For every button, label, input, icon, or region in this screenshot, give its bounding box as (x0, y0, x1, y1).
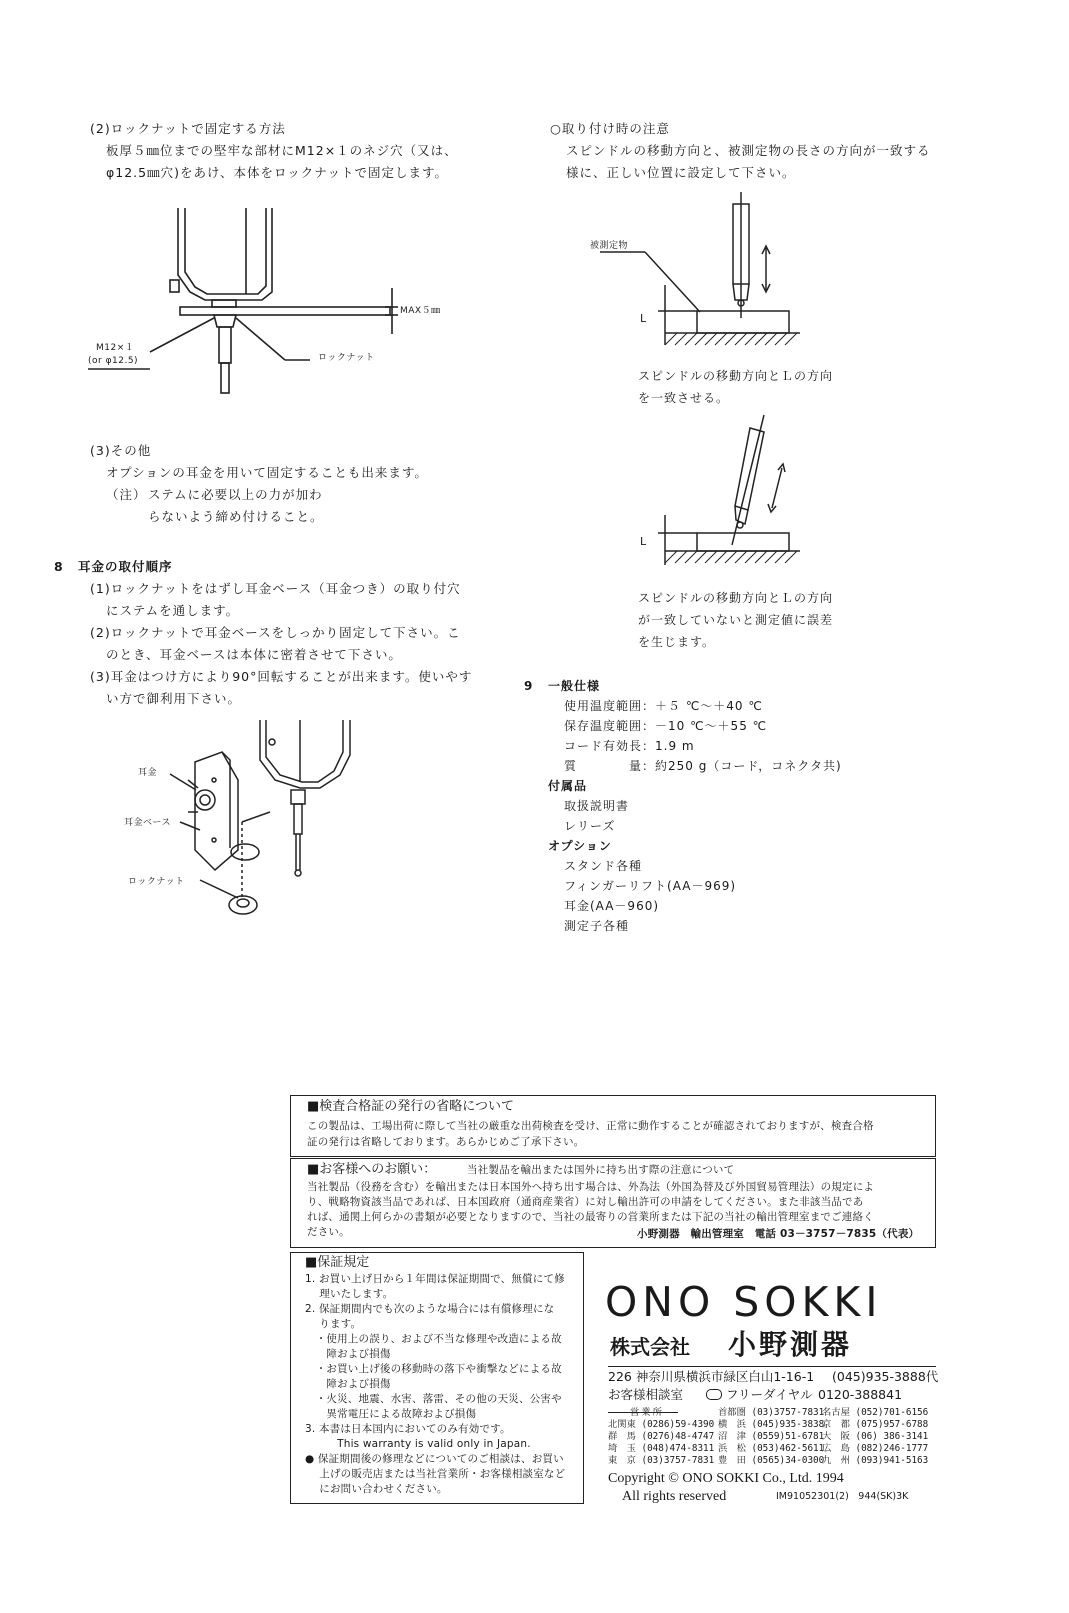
fig4-caption-1: スピンドルの移動方向とＬの方向 (638, 591, 834, 605)
option-4: 測定子各種 (564, 919, 630, 933)
caution-heading: ○取り付け時の注意 (550, 121, 670, 136)
warranty-line-4: ります。 (305, 1318, 362, 1330)
company-name-prefix: 株式会社 (610, 1335, 690, 1359)
fig4-caption-2: が一致していないと測定値に誤差 (638, 613, 834, 627)
fig4-L-label: L (640, 535, 647, 548)
fig2-locknut-label: ロックナット (128, 877, 185, 887)
spec-temp-use: 使用温度範囲：＋５ ℃～＋40 ℃ (564, 699, 763, 713)
request-line-1: 当社製品（役務を含む）を輸出または日本国外へ持ち出す場合は、外為法（外国為替及び外国貿易管理法）の規定によ (307, 1181, 875, 1193)
company-logo: ONO SOKKI (605, 1278, 883, 1326)
spec-temp-storage: 保存温度範囲：－10 ℃～＋55 ℃ (564, 719, 768, 733)
warranty-line-13: ● 保証期間後の修理などについてのご相談は、お買い (305, 1453, 564, 1465)
warranty-line-2: 理いたします。 (305, 1288, 394, 1300)
section-8-line-6: い方で御利用下さい。 (106, 691, 242, 706)
office-row-4-col-3: 九 州 (093)941-5163 (822, 1455, 929, 1466)
warranty-line-14: 上げの販売店または当社営業所・お客様相談室など (305, 1468, 566, 1480)
options-heading: オプション (548, 839, 612, 853)
freedial-number: 0120-388841 (818, 1387, 903, 1402)
freedial-icon (706, 1389, 722, 1400)
company-address: 226 神奈川県横浜市緑区白山1-16-1 (608, 1369, 815, 1384)
offices-header: 営業所 (630, 1407, 664, 1418)
warranty-line-7: ・お買い上げ後の移動時の落下や衝撃などによる故 (305, 1363, 562, 1375)
request-title-sub: 当社製品を輸出または国外に持ち出す際の注意について (467, 1164, 735, 1176)
warranty-box (290, 1252, 584, 1504)
rights: All rights reserved (622, 1489, 727, 1504)
fig2-mimigane-label: 耳金 (138, 768, 158, 778)
request-title: ■お客様へのお願い： (307, 1162, 437, 1177)
office-row-1-col-1: 北関東 (0286)59-4390 (608, 1419, 715, 1430)
section-3-line-1: オプションの耳金を用いて固定することも出来ます。 (106, 465, 428, 480)
copyright: Copyright © ONO SOKKI Co., Ltd. 1994 (608, 1471, 844, 1486)
company-divider (608, 1366, 936, 1367)
option-1: スタンド各種 (564, 859, 643, 873)
section-8-line-4: のとき、耳金ベースは本体に密着させて下さい。 (106, 647, 402, 662)
warranty-line-11: 3. 本書は日本国内においてのみ有効です。 (305, 1423, 511, 1435)
warranty-line-12: This warranty is valid only in Japan. (305, 1438, 531, 1450)
section-2-heading: (2)ロックナットで固定する方法 (90, 121, 286, 136)
request-line-4: ださい。 (307, 1226, 350, 1238)
company-phone: (045)935-3888代 (832, 1369, 939, 1384)
fig3-object-label: 被測定物 (590, 241, 629, 251)
request-box (290, 1158, 936, 1248)
accessories-heading: 付属品 (548, 779, 588, 793)
office-row-3-col-2: 浜 松 (053)462-5611 (718, 1443, 825, 1454)
warranty-line-3: 2. 保証期間内でも次のような場合には有償修理にな (305, 1303, 555, 1315)
warranty-line-10: 異常電圧による故障および損傷 (305, 1408, 477, 1420)
fig3-L-label: L (640, 312, 647, 325)
spec-cord-length: コード有効長：1.9 m (564, 739, 695, 753)
section-2-line-2: φ12.5㎜穴)をあけ、本体をロックナットで固定します。 (106, 165, 448, 180)
section-8-line-1: (1)ロックナットをはずし耳金ベース（耳金つき）の取り付穴 (90, 581, 461, 596)
office-row-1-col-2: 横 浜 (045)935-3838 (718, 1419, 825, 1430)
fig1-m12-label: M12×１ (96, 343, 135, 353)
consult-label: お客様相談室 (608, 1387, 684, 1402)
section-8-heading: 耳金の取付順序 (78, 559, 173, 574)
section-9-heading: 一般仕様 (548, 679, 601, 693)
office-row-4-col-1: 東 京 (03)3757-7831 (608, 1455, 715, 1466)
accessory-2: レリーズ (564, 819, 616, 833)
office-nagoya: 名古屋 (052)701-6156 (822, 1407, 929, 1418)
caution-line-2: 様に、正しい位置に設定して下さい。 (566, 165, 796, 180)
accessory-1: 取扱説明書 (564, 799, 630, 813)
warranty-line-1: 1. お買い上げ日から１年間は保証期間で、無償にて修 (305, 1273, 565, 1285)
offices-header-rule (608, 1412, 678, 1413)
office-row-3-col-3: 広 島 (082)246-1777 (822, 1443, 929, 1454)
inspection-title: ■検査合格証の発行の省略について (307, 1099, 515, 1114)
section-8-line-5: (3)耳金はつけ方により90°回転することが出来ます。使いやす (90, 669, 473, 684)
request-line-2: り、戦略物資該当品であれば、日本国政府（通商産業省）に対し輸出許可の申請をしてください。また非該当品であ (307, 1196, 864, 1208)
section-3-note-line-1: ステムに必要以上の力が加わ (148, 487, 323, 502)
fig1-or-label: (or φ12.5) (88, 356, 139, 366)
option-2: フィンガーリフト(AA－969) (564, 879, 737, 893)
section-3-note-line-2: らないよう締め付けること。 (148, 509, 324, 524)
spec-weight: 質 量：約250 g（コード，コネクタ共) (564, 759, 842, 773)
fig3-caption-2: を一致させる。 (638, 391, 730, 405)
office-row-1-col-3: 京 都 (075)957-6788 (822, 1419, 929, 1430)
request-line-3: れば、通関上何らかの書類が必要となりますので、当社の最寄りの営業所または下記の当社の輸出管理室までご連絡く (307, 1211, 874, 1223)
fig3-caption-1: スピンドルの移動方向とＬの方向 (638, 369, 834, 383)
section-8-line-2: にステムを通します。 (106, 603, 240, 618)
section-2-line-1: 板厚５㎜位までの堅牢な部材にM12×１のネジ穴（又は、 (106, 143, 458, 158)
freedial-label: フリーダイヤル (726, 1387, 813, 1402)
office-shutoken: 首都圏 (03)3757-7831 (718, 1407, 825, 1418)
warranty-line-8: 障および損傷 (305, 1378, 391, 1390)
section-9-number: 9 (524, 679, 534, 693)
warranty-title: ■保証規定 (305, 1255, 370, 1270)
company-name: 小野測器 (728, 1328, 853, 1361)
doc-code: IM91052301(2) 944(SK)3K (776, 1491, 909, 1502)
section-8-number: 8 (54, 559, 64, 574)
caution-line-1: スピンドルの移動方向と、被測定物の長さの方向が一致する (566, 143, 931, 158)
section-3-heading: (3)その他 (90, 443, 152, 458)
inspection-box (290, 1095, 936, 1157)
fig1-max-label: MAX５㎜ (400, 306, 441, 316)
option-3: 耳金(AA－960) (564, 899, 660, 913)
warranty-line-15: にお問い合わせください。 (305, 1483, 448, 1495)
warranty-line-5: ・使用上の誤り、および不当な修理や改造による故 (305, 1333, 562, 1345)
office-row-2-col-3: 大 阪 (06) 386-3141 (822, 1431, 929, 1442)
office-row-2-col-1: 群 馬 (0276)48-4747 (608, 1431, 715, 1442)
inspection-line-1: この製品は、工場出荷に際して当社の厳重な出荷検査を受け、正常に動作することが確認されておりますが、検査合格 (307, 1120, 874, 1132)
office-row-4-col-2: 豊 田 (0565)34-0300 (718, 1455, 825, 1466)
fig4-caption-3: を生じます。 (638, 635, 716, 649)
request-contact: 小野測器 輸出管理室 電話 03－3757－7835（代表） (637, 1228, 920, 1240)
inspection-line-2: 証の発行は省略しております。あらかじめご了承下さい。 (307, 1136, 585, 1148)
warranty-line-6: 障および損傷 (305, 1348, 391, 1360)
section-3-note-prefix: （注） (106, 487, 147, 502)
section-8-line-3: (2)ロックナットで耳金ベースをしっかり固定して下さい。こ (90, 625, 461, 640)
office-row-3-col-1: 埼 玉 (048)474-8311 (608, 1443, 715, 1454)
fig1-locknut-label: ロックナット (318, 353, 375, 363)
fig2-base-label: 耳金ベース (124, 818, 172, 828)
warranty-line-9: ・火災、地震、水害、落雷、その他の天災、公害や (305, 1393, 562, 1405)
office-row-2-col-2: 沼 津 (0559)51-6781 (718, 1431, 825, 1442)
